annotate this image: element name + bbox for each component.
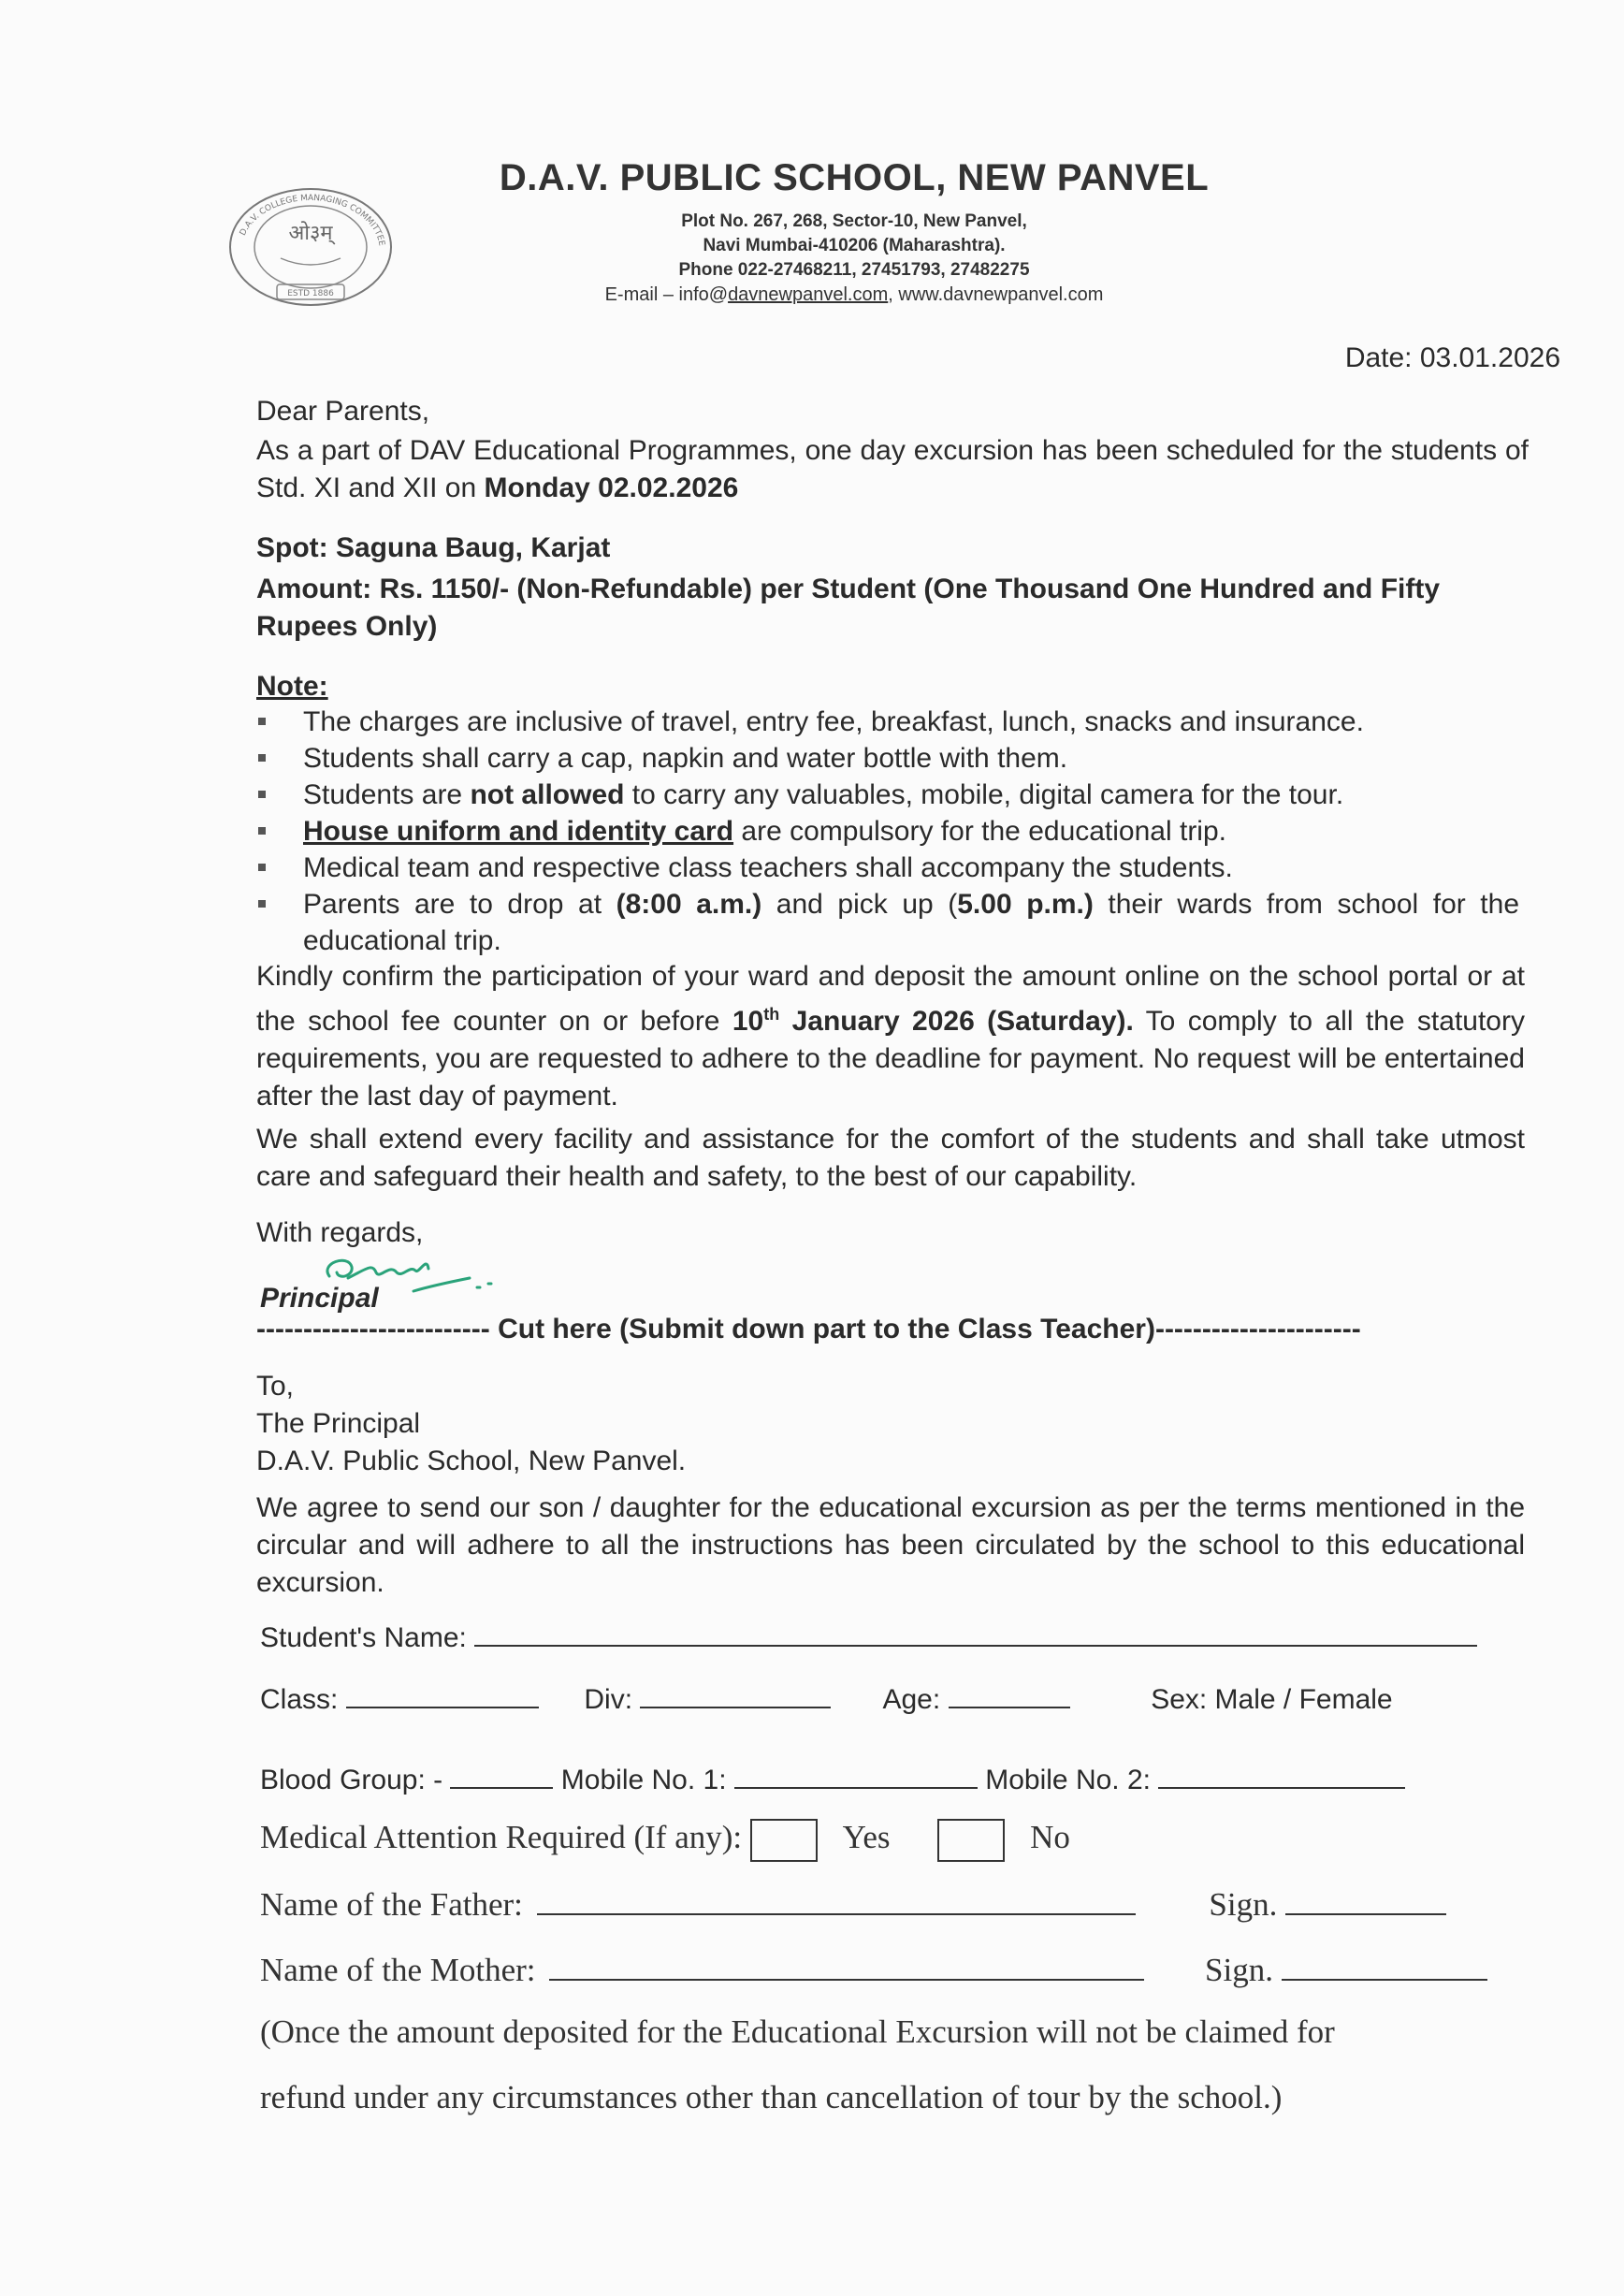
letter-date: Date: 03.01.2026 [1344, 342, 1560, 373]
mother-row [260, 1952, 1487, 1989]
website-text: , www.davnewpanvel.com [888, 284, 1104, 305]
logo-ring-text: D.A.V. COLLEGE MANAGING COMMITTEE [238, 193, 386, 247]
mother-sign-label: Sign. [1205, 1952, 1273, 1988]
father-row [260, 1886, 1446, 1924]
greeting: Dear Parents, [256, 396, 430, 427]
principal-title: Principal [260, 1283, 379, 1314]
father-label: Name of the Father: [260, 1886, 523, 1923]
medical-yes-checkbox[interactable] [750, 1819, 818, 1862]
medical-row [260, 1811, 1070, 1864]
note-item: Students shall carry a cap, napkin and water bottle with them. [256, 740, 1519, 777]
student-name-field[interactable] [474, 1619, 1477, 1647]
class-field[interactable] [346, 1680, 539, 1708]
bullet-icon [258, 754, 266, 762]
age-field[interactable] [949, 1680, 1070, 1708]
div-label: Div: [584, 1684, 633, 1715]
mobile-1-field[interactable] [734, 1761, 978, 1789]
bullet-icon [258, 718, 266, 725]
email-domain-link[interactable]: davnewpanvel.com [728, 284, 889, 305]
to-line-1: The Principal [256, 1408, 421, 1439]
trip-spot: Spot: Saguna Baug, Karjat [256, 532, 611, 563]
class-row [260, 1680, 1393, 1719]
blood-group-field[interactable] [450, 1761, 553, 1789]
medical-label: Medical Attention Required (If any): [260, 1819, 743, 1855]
father-sign-field[interactable] [1285, 1887, 1446, 1915]
medical-yes-label: Yes [842, 1819, 891, 1855]
bullet-icon [258, 827, 266, 835]
bullet-icon [258, 791, 266, 798]
mobile-2-field[interactable] [1158, 1761, 1405, 1789]
note-item: House uniform and identity card are compulsory for the educational trip. [256, 813, 1519, 850]
address-line-1: Plot No. 267, 268, Sector-10, New Panvel, [681, 211, 1027, 231]
email-prefix: E-mail – info@ [604, 284, 729, 305]
student-name-row [260, 1619, 1477, 1657]
assurance-paragraph: We shall extend every facility and assistance for the comfort of the students and shall take utmost care and safeguard their health and safety, to the best of our capability. [256, 1124, 1525, 1192]
mobile-2-label: Mobile No. 2: [985, 1765, 1151, 1795]
school-name: D.A.V. PUBLIC SCHOOL, NEW PANVEL [499, 157, 1210, 198]
medical-no-checkbox[interactable] [937, 1819, 1005, 1862]
confirm-paragraph: Kindly confirm the participation of your ward and deposit the amount online on the school portal or at the school fee counter on or before 10th January 2026 (Saturday). To comply to all the statutory requirements, you are requested to adhere to the deadline for payment. No request will be entertained after the last day of payment. [256, 961, 1525, 1112]
mother-sign-field[interactable] [1282, 1953, 1487, 1981]
age-label: Age: [882, 1684, 941, 1715]
note-heading: Note: [256, 671, 328, 702]
address-line-2: Navi Mumbai-410206 (Maharashtra). [703, 236, 1006, 255]
class-label: Class: [260, 1684, 339, 1715]
logo-om-text: ओ३म् [288, 222, 333, 245]
note-item: The charges are inclusive of travel, entry fee, breakfast, lunch, snacks and insurance. [256, 704, 1519, 740]
trip-date: Monday 02.02.2026 [484, 472, 739, 503]
div-field[interactable] [640, 1680, 831, 1708]
mobile-1-label: Mobile No. 1: [560, 1765, 727, 1795]
note-item: Students are not allowed to carry any valuables, mobile, digital camera for the tour. [256, 777, 1519, 813]
father-name-field[interactable] [537, 1887, 1136, 1915]
bullet-icon [258, 900, 266, 908]
bullet-icon [258, 864, 266, 871]
trip-amount: Amount: Rs. 1150/- (Non-Refundable) per Student (One Thousand One Hundred and Fifty Rupees Only) [256, 574, 1441, 642]
consent-paragraph: We agree to send our son / daughter for the educational excursion as per the terms mentioned in the circular and will adhere to all the instructions has been circulated by the school to this educational excursion. [256, 1492, 1525, 1598]
deadline: 10th January 2026 (Saturday). [732, 1005, 1134, 1037]
regards: With regards, [256, 1217, 424, 1248]
intro-text: As a part of DAV Educational Programmes, one day excursion has been scheduled for the students of Std. XI and XII on [256, 435, 1529, 503]
email-line [0, 284, 1624, 306]
father-sign-label: Sign. [1209, 1886, 1278, 1923]
mother-name-field[interactable] [549, 1953, 1144, 1981]
mother-label: Name of the Mother: [260, 1952, 536, 1988]
medical-no-label: No [1030, 1819, 1070, 1855]
student-name-label: Student's Name: [260, 1622, 467, 1653]
to-line-2: D.A.V. Public School, New Panvel. [256, 1446, 687, 1476]
footer-note-line-1: (Once the amount deposited for the Educational Excursion will not be claimed for [260, 2013, 1335, 2050]
note-item: Parents are to drop at (8:00 a.m.) and pick up (5.00 p.m.) their wards from school for the educational trip. [256, 886, 1519, 959]
blood-group-label: Blood Group: - [260, 1765, 443, 1795]
sex-label: Sex: Male / Female [1151, 1684, 1393, 1715]
note-item: Medical team and respective class teachers shall accompany the students. [256, 850, 1519, 886]
footer-note-line-2: refund under any circumstances other than cancellation of tour by the school.) [260, 2079, 1283, 2115]
blood-mobile-row [260, 1761, 1405, 1799]
phone-line: Phone 022-27468211, 27451793, 27482275 [678, 260, 1030, 280]
logo-estd: ESTD 1886 [287, 289, 334, 298]
notes-list [256, 704, 1519, 959]
cut-here-line: ------------------------- Cut here (Submit down part to the Class Teacher)---------------------- [256, 1314, 1361, 1344]
intro-paragraph [256, 432, 1529, 507]
to-label: To, [256, 1371, 295, 1402]
